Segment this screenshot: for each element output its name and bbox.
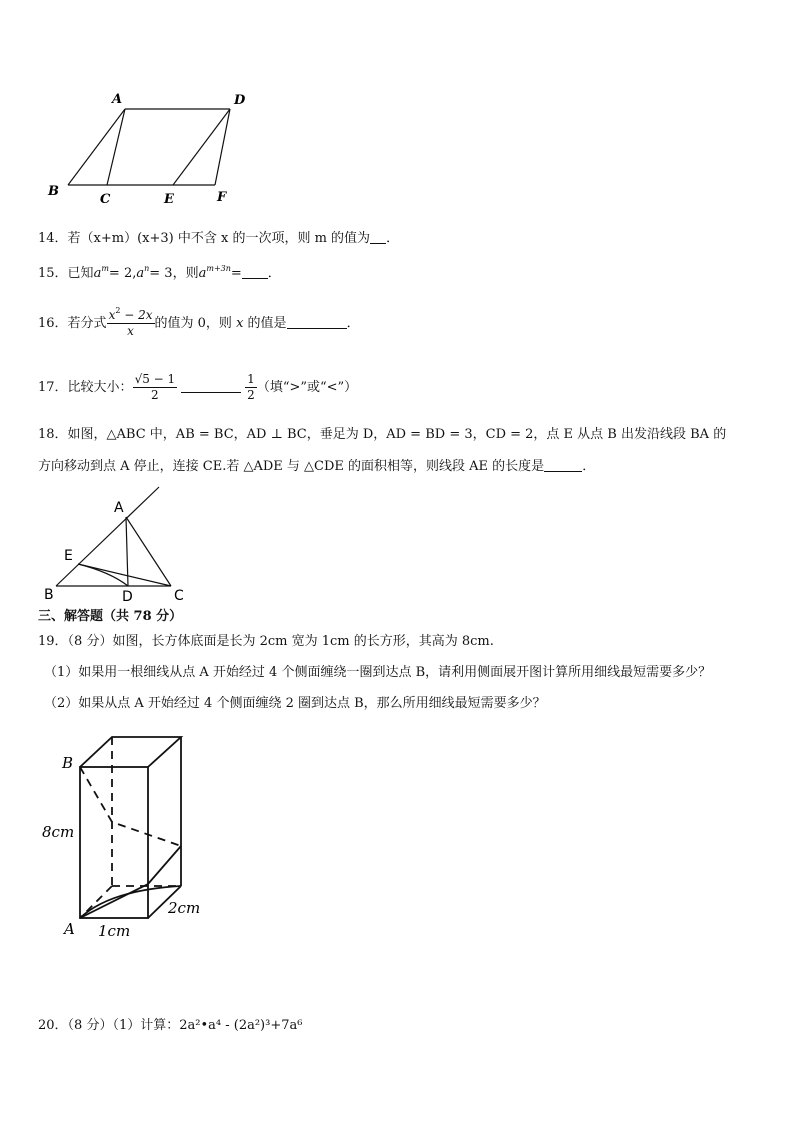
segment-ac xyxy=(126,517,171,586)
question-end: ． xyxy=(267,266,281,281)
question-end: ． xyxy=(386,231,400,246)
question-number: 17． xyxy=(38,380,68,395)
answer-blank[interactable] xyxy=(370,229,386,244)
question-text: 如图，△ABC 中，AB = BC，AD ⊥ BC，垂足为 D，AD = BD = 3，CD = 2，点 E 从点 B 出发沿线段 BA 的 xyxy=(67,427,727,442)
question-number: 20． xyxy=(38,1018,68,1033)
question-15 xyxy=(38,264,281,283)
fraction-numerator: $x^2 - 2x$ xyxy=(108,306,153,322)
math-base: a xyxy=(93,266,102,281)
prism-front-face xyxy=(80,767,148,918)
math-exponent: m xyxy=(101,264,109,273)
math-value: = 2, xyxy=(108,266,137,281)
math-value: = 3 xyxy=(149,266,173,281)
question-prefix: 若分式 xyxy=(67,316,107,331)
label-height: 8cm xyxy=(42,823,75,841)
fraction xyxy=(107,308,155,339)
question-suffix: 的值是 xyxy=(243,316,287,331)
question-suffix: （填“>”或“<”） xyxy=(256,380,358,395)
figure-triangle xyxy=(40,484,200,606)
question-text: 方向移动到点 A 停止，连接 CE.若 △ADE 与 △CDE 的面积相等，则线段 AE 的长度是 xyxy=(38,459,545,474)
question-18-line-2 xyxy=(38,457,595,476)
label-b: B xyxy=(48,184,59,199)
question-prefix: 比较大小： xyxy=(67,380,133,395)
question-19-part-2: （2）如果从点 A 开始经过 4 个侧面缠绕 2 圈到达点 B，那么所用细线最短需要多少？ xyxy=(44,696,546,711)
figure-parallelogram xyxy=(40,88,270,210)
question-number: 15． xyxy=(38,266,68,281)
label-d: D xyxy=(234,93,246,108)
question-17 xyxy=(38,369,357,407)
question-end: ． xyxy=(582,459,596,474)
math-base: a xyxy=(198,266,207,281)
segment-ed xyxy=(78,564,128,586)
question-mid: ，则 xyxy=(172,266,199,281)
answer-blank[interactable] xyxy=(544,457,582,472)
string-hidden xyxy=(80,767,181,846)
question-mid: 的值为 0，则 xyxy=(154,316,237,331)
label-a: A xyxy=(114,500,124,516)
question-number: 18． xyxy=(38,427,68,442)
fraction-numerator: 1 xyxy=(247,372,255,386)
prism-top-edges xyxy=(80,737,181,767)
label-f: F xyxy=(217,190,227,205)
question-number: 16． xyxy=(38,316,68,331)
section-title: 三、解答题（共 78 分） xyxy=(38,609,183,624)
fraction-denominator: x xyxy=(127,324,134,338)
question-text: 若（x+m）(x+3) 中不含 x 的一次项，则 m 的值为 xyxy=(67,231,371,246)
string-visible-lower xyxy=(80,886,181,918)
label-d: D xyxy=(122,589,133,605)
question-prefix: 已知 xyxy=(67,266,94,281)
label-b: B xyxy=(44,587,54,603)
segment-de xyxy=(173,109,230,185)
label-a: A xyxy=(112,92,123,107)
question-20 xyxy=(38,1017,302,1035)
label-depth: 2cm xyxy=(168,899,201,917)
label-width: 1cm xyxy=(98,922,131,940)
question-19 xyxy=(38,633,494,651)
label-e: E xyxy=(164,192,174,207)
fraction-numerator: √5 − 1 xyxy=(134,372,176,386)
answer-blank[interactable] xyxy=(287,314,347,329)
question-16 xyxy=(38,306,360,342)
figure-prism xyxy=(40,730,220,942)
fraction-left xyxy=(133,372,178,403)
fraction-right xyxy=(245,372,257,403)
question-text: （8 分）如图，长方体底面是长为 2cm 宽为 1cm 的长方形，其高为 8cm. xyxy=(67,634,494,649)
question-number: 14． xyxy=(38,231,68,246)
label-b: B xyxy=(62,754,74,772)
math-exponent: m+3n xyxy=(206,264,231,273)
math-equals: = xyxy=(230,266,242,281)
math-exponent: n xyxy=(144,264,150,273)
label-c: C xyxy=(100,192,111,207)
math-variable: x xyxy=(236,316,244,331)
question-end: ． xyxy=(346,316,360,331)
fraction-denominator: 2 xyxy=(247,388,255,402)
question-19-part-1: （1）如果用一根细线从点 A 开始经过 4 个侧面缠绕一圈到达点 B，请利用侧面展开图计算所用细线最短需要多少？ xyxy=(44,665,712,680)
fraction-denominator: 2 xyxy=(151,388,159,402)
label-e: E xyxy=(64,548,73,564)
question-text: （8 分）（1）计算：2a²•a⁴ - (2a²)³+7a⁶ xyxy=(67,1018,303,1033)
math-base: a xyxy=(136,266,145,281)
question-18-line-1 xyxy=(38,426,726,444)
answer-blank[interactable] xyxy=(242,264,268,279)
question-number: 19． xyxy=(38,634,68,649)
answer-blank[interactable] xyxy=(181,378,241,393)
question-14 xyxy=(38,229,399,248)
label-a: A xyxy=(64,920,75,938)
segment-df xyxy=(215,109,230,185)
label-c: C xyxy=(174,588,184,604)
